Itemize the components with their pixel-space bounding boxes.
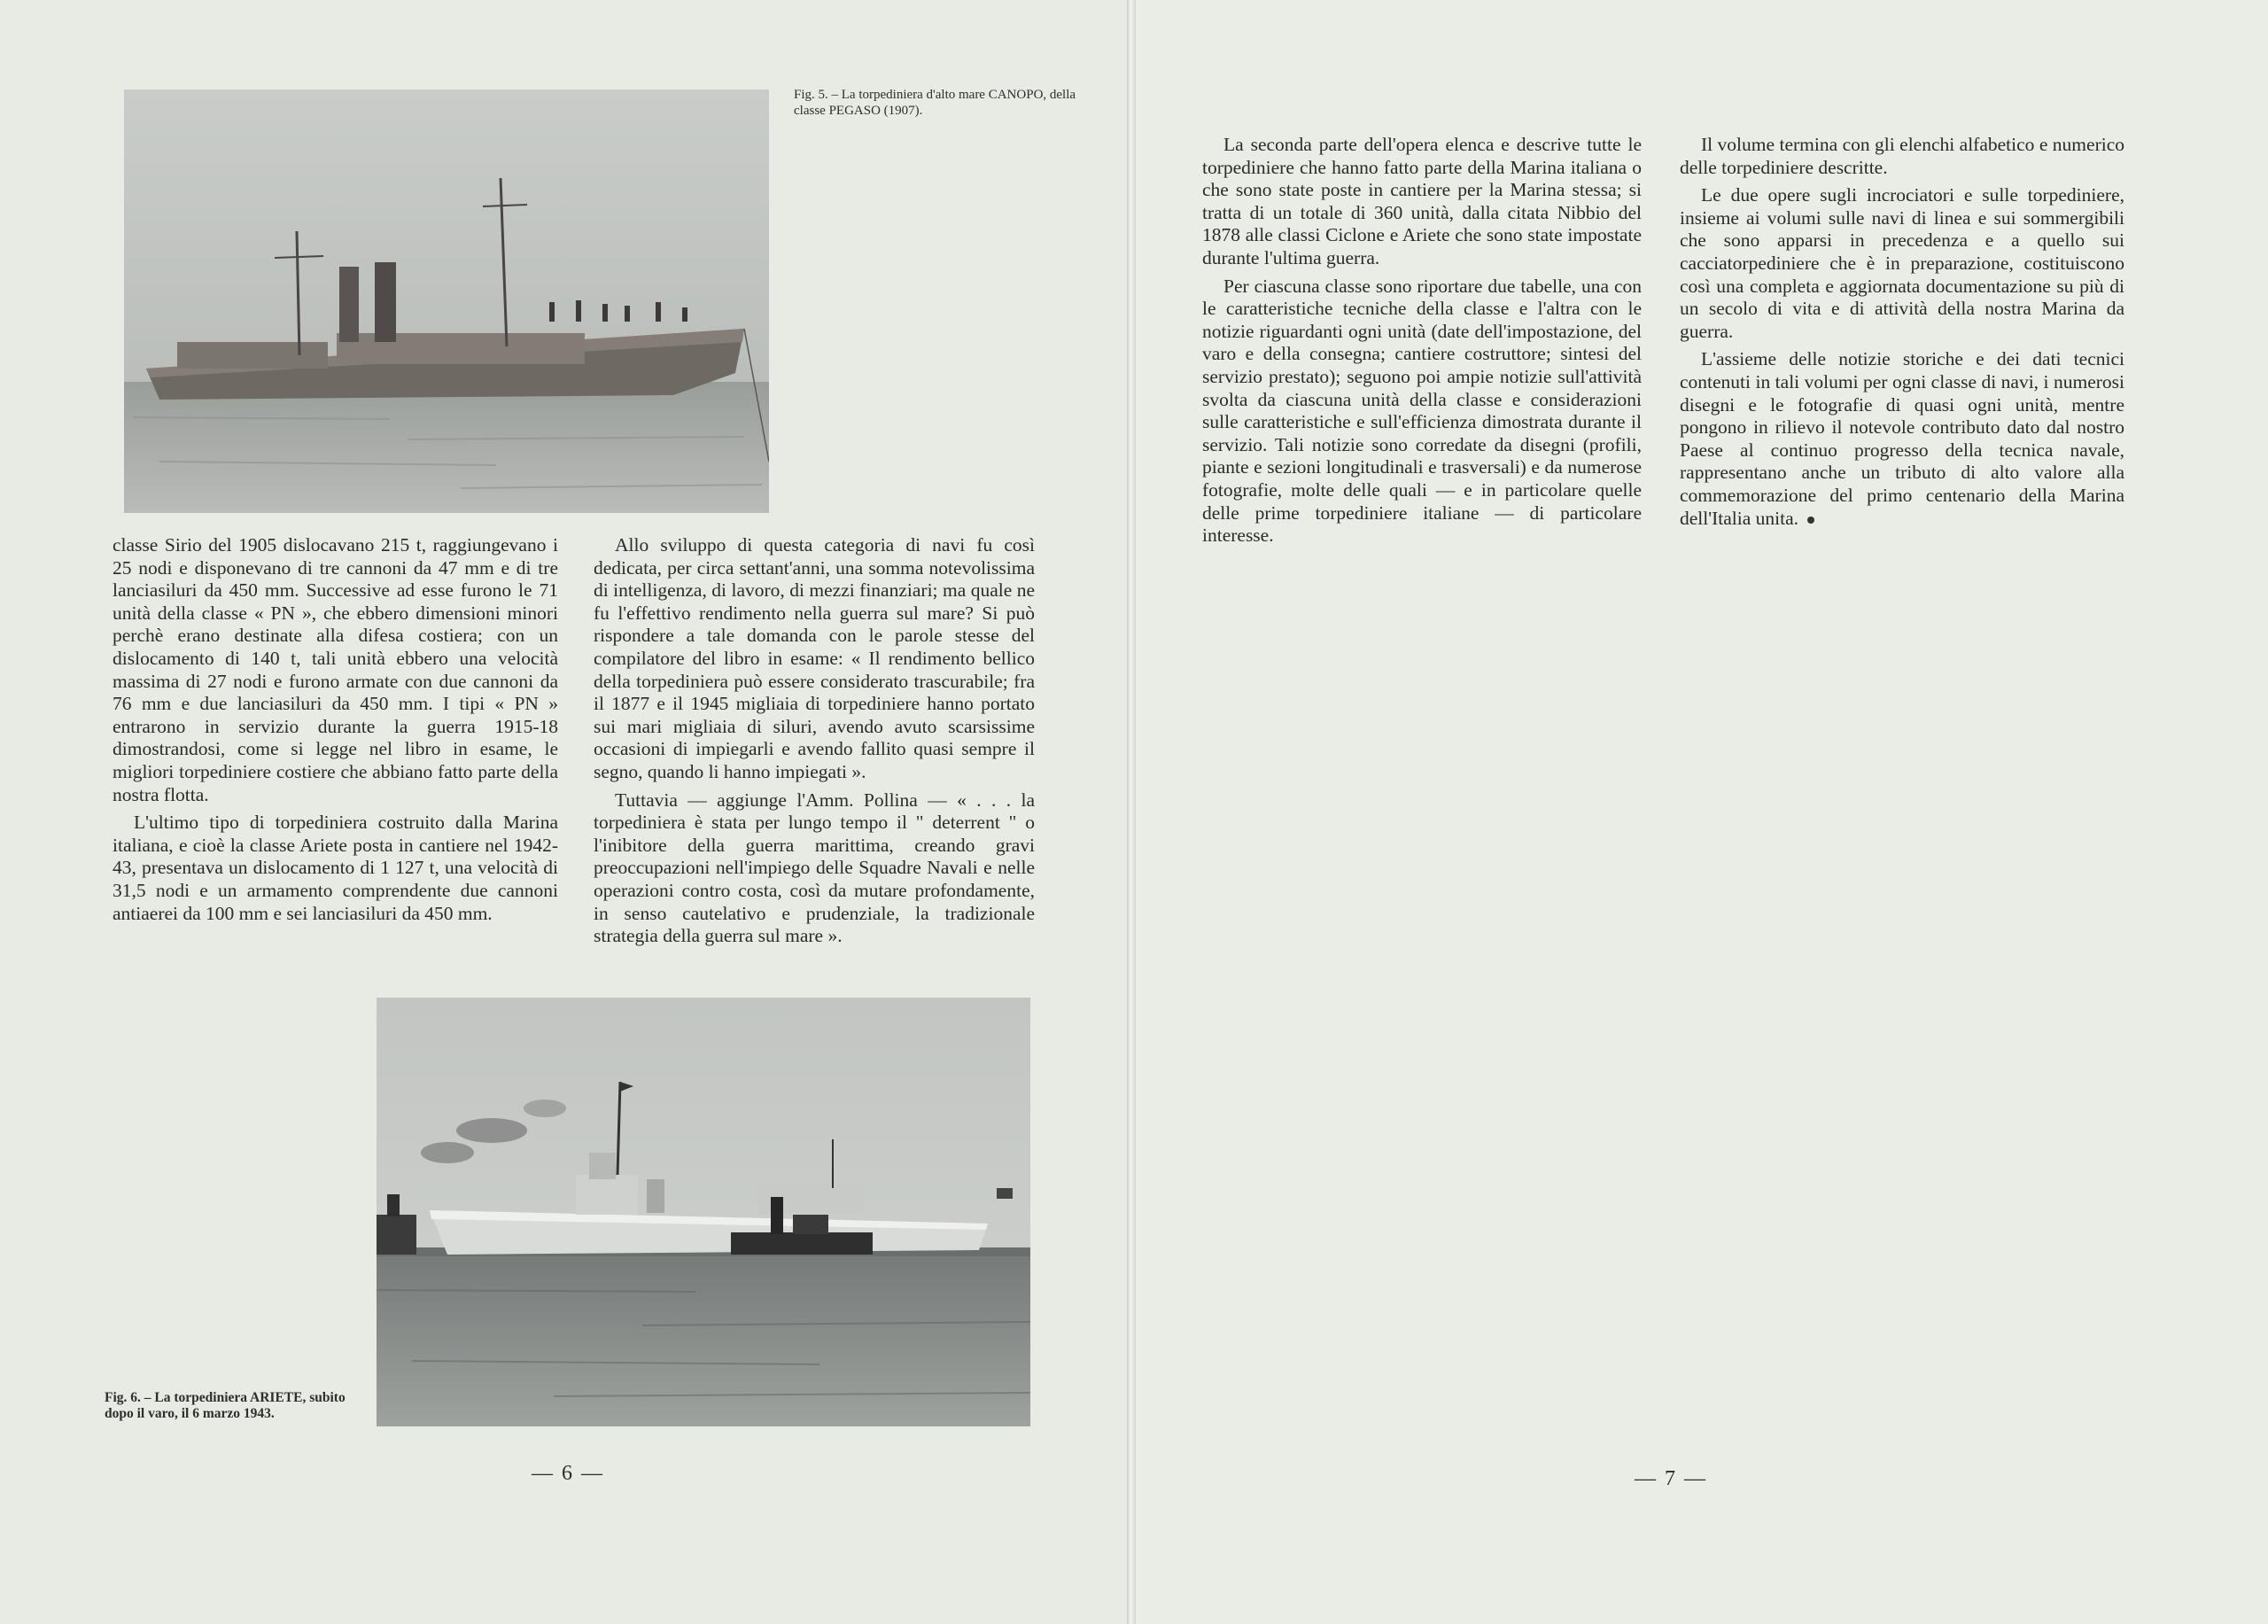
torpedo-boat-canopo-image	[124, 89, 769, 513]
figure-6-caption: Fig. 6. – La torpediniera ARIETE, subito dopo il varo, il 6 marzo 1943.	[105, 1390, 346, 1421]
paragraph: classe Sirio del 1905 dislocavano 215 t, raggiungevano i 25 nodi e disponevano di tre cannoni da 47 mm e di tre lanciasiluri da 450 mm. Successive ad esse furono le 71 unità della classe « PN », che ebbero dimensioni minori perchè erano destinate alla difesa costiera; con un dislocamento di 140 t, tali unità ebbero una velocità massima di 27 nodi e furono armate con due cannoni da 76 mm e due lanciasiluri da 450 mm. I tipi « PN » entrarono in servizio durante la guerra 1915-18 dimostrandosi, come si legge nel libro in esame, le migliori torpediniere costiere che abbiano fatto parte della nostra flotta.	[113, 534, 558, 805]
left-page	[0, 0, 1127, 1624]
paragraph	[1680, 348, 2124, 530]
right-page-column-1	[1202, 134, 1642, 553]
paragraph: Allo sviluppo di questa categoria di navi fu così dedicata, per circa settant'anni, una somma notevolissima di intelligenza, di lavoro, di mezzi finanziari; ma quale ne fu l'effettivo rendimento nella guerra sul mare? Si può rispondere a tale domanda con le parole stesse del compilatore del libro in esame: « Il rendimento bellico della torpediniera può essere considerato trascurabile; fra il 1877 e il 1945 migliaia di torpediniere hanno portato sui mari migliaia di siluri, avendo avuto scarsissime occasioni di impiegarli e avendo fallito quasi sempre il segno, quando li hanno impiegati ».	[594, 534, 1035, 782]
page-number-left: — 6 —	[532, 1462, 604, 1485]
figure-6-photo	[377, 998, 1030, 1426]
end-of-article-mark-icon	[1807, 517, 1814, 524]
closing-paragraph-text: L'assieme delle notizie storiche e dei dati tecnici contenuti in tali volumi per ogni classe di navi, i numerosi disegni e le fotografie di quasi ogni unità, mentre pongono in rilievo il notevole contributo dato dal nostro Paese al continuo progresso della tecnica navale, rappresentano anche un tributo di alto valore alla commemorazione del primo centenario della Marina dell'Italia unita.	[1680, 348, 2124, 529]
left-page-column-1	[113, 534, 558, 930]
torpedo-boat-ariete-image	[377, 998, 1030, 1426]
book-gutter	[1127, 0, 1136, 1624]
left-page-column-2	[594, 534, 1035, 953]
right-page	[1136, 0, 2268, 1624]
paragraph: La seconda parte dell'opera elenca e descrive tutte le torpediniere che hanno fatto parte della Marina italiana o che sono state poste in cantiere per la Marina stessa; si tratta di un totale di 360 unità, dalla citata Nibbio del 1878 alle classi Ciclone e Ariete che sono state impostate durante l'ultima guerra.	[1202, 134, 1642, 268]
paragraph: Per ciascuna classe sono riportare due tabelle, una con le caratteristiche tecniche della classe e l'altra con le notizie riguardanti ogni unità (date dell'impostazione, del varo e della consegna; cantiere costruttore; sintesi del servizio prestato); seguono poi ampie notizie sull'attività svolta da ciascuna unità della classe e considerazioni sulle caratteristiche e sull'efficienza dimostrata durante il servizio. Tali notizie sono corredate da disegni (profili, piante e sezioni longitudinali e trasversali) e da numerose fotografie, molte delle quali — e in particolare quelle delle prime torpediniere italiane — di particolare interesse.	[1202, 275, 1642, 547]
page-number-right: — 7 —	[1635, 1467, 1707, 1490]
right-page-column-2	[1680, 134, 2124, 535]
paragraph: Il volume termina con gli elenchi alfabetico e numerico delle torpediniere descritte.	[1680, 134, 2124, 178]
paragraph: Tuttavia — aggiunge l'Amm. Pollina — « . . . la torpediniera è stata per lungo tempo il " deterrent " o l'inibitore della guerra marittima, creando gravi preoccupazioni nell'impiego delle Squadre Navali e nelle operazioni contro costa, così da mutare profondamente, in senso cautelativo e prudenziale, la tradizionale strategia della guerra sul mare ».	[594, 789, 1035, 947]
paragraph: L'ultimo tipo di torpediniera costruito dalla Marina italiana, e cioè la classe Ariete posta in cantiere nel 1942-43, presentava un dislocamento di 1 127 t, una velocità di 31,5 nodi e un armamento comprendente due cannoni antiaerei da 100 mm e sei lanciasiluri da 450 mm.	[113, 812, 558, 924]
figure-5-photo	[124, 89, 769, 513]
paragraph: Le due opere sugli incrociatori e sulle torpediniere, insieme ai volumi sulle navi di linea e sui sommergibili che sono apparsi in precedenza e a quello sui cacciatorpediniere che è in preparazione, costituiscono così una completa e aggiornata documentazione su più di un secolo di vita e di attività della nostra Marina da guerra.	[1680, 184, 2124, 342]
figure-5-caption: Fig. 5. – La torpediniera d'alto mare CANOPO, della classe PEGASO (1907).	[794, 88, 1076, 118]
